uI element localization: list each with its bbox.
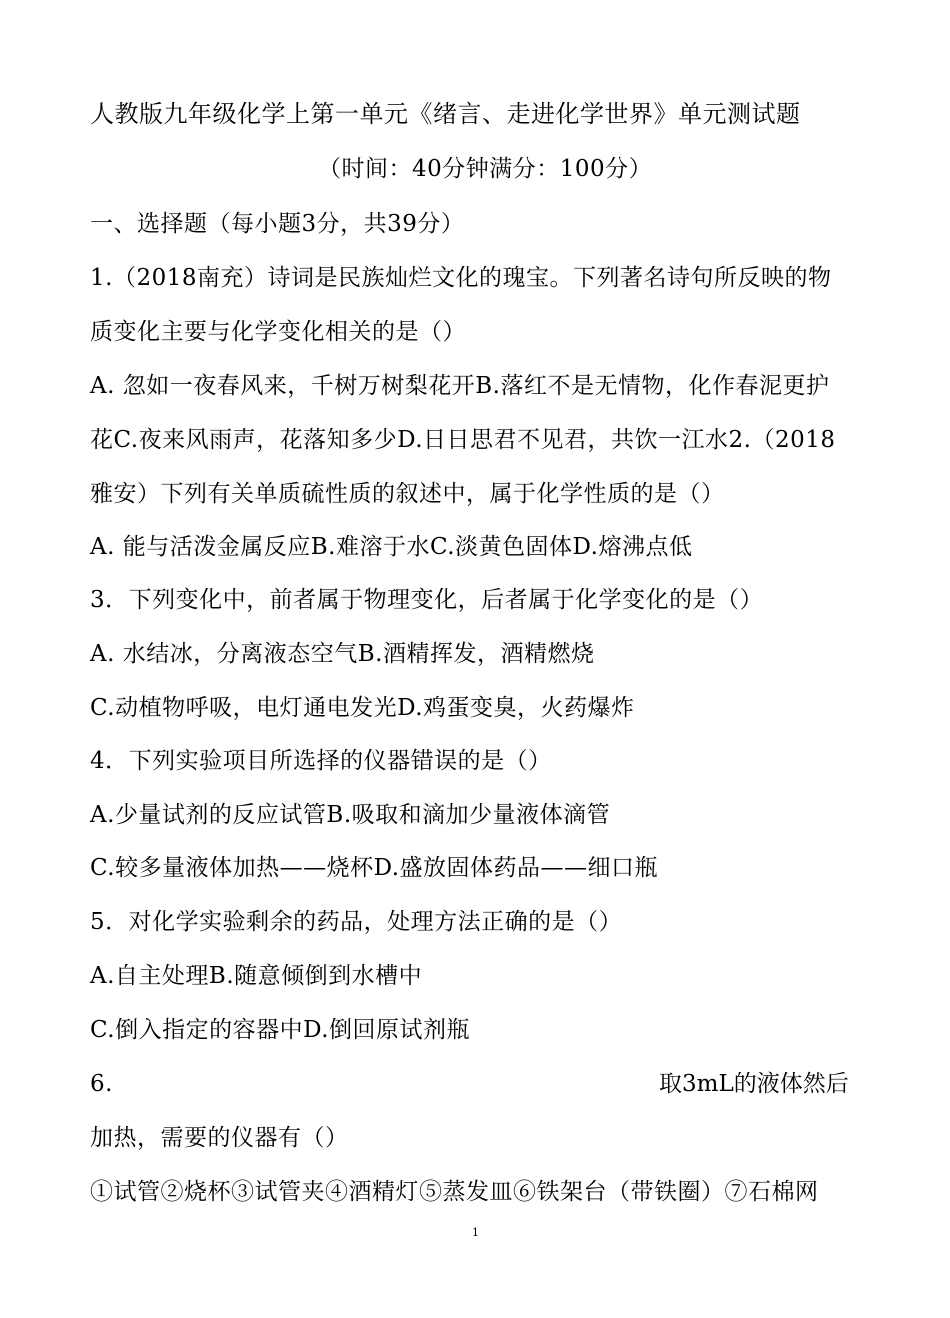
page-number: 1: [472, 1226, 479, 1239]
document-subtitle: （时间：40分钟满分：100分）: [318, 156, 653, 182]
question-6-number: 6.: [90, 1071, 113, 1097]
question-line: C.倒入指定的容器中D.倒回原试剂瓶: [90, 1017, 471, 1043]
question-line: A.自主处理B.随意倾倒到水槽中: [90, 963, 423, 989]
question-6-text: 取3mL的液体然后: [659, 1071, 849, 1097]
question-line: 5．对化学实验剩余的药品，处理方法正确的是（）: [90, 909, 623, 935]
question-line: 3．下列变化中，前者属于物理变化，后者属于化学变化的是（）: [90, 587, 764, 613]
question-line: A. 忽如一夜春风来，千树万树梨花开B.落红不是无情物，化作春泥更护: [90, 373, 830, 399]
question-6-options: ①试管②烧杯③试管夹④酒精灯⑤蒸发皿⑥铁架台（带铁圈）⑦石棉网: [90, 1179, 819, 1205]
question-line: 1.（2018南充）诗词是民族灿烂文化的瑰宝。下列著名诗句所反映的物: [90, 265, 832, 291]
question-line: 质变化主要与化学变化相关的是（）: [90, 319, 466, 345]
question-line: C.动植物呼吸，电灯通电发光D.鸡蛋变臭，火药爆炸: [90, 695, 635, 721]
question-line: A. 能与活泼金属反应B.难溶于水C.淡黄色固体D.熔沸点低: [90, 534, 693, 560]
question-line: 雅安）下列有关单质硫性质的叙述中，属于化学性质的是（）: [90, 481, 725, 507]
question-6-line2: 加热，需要的仪器有（）: [90, 1125, 349, 1151]
question-line: A.少量试剂的反应试管B.吸取和滴加少量液体滴管: [90, 802, 611, 828]
document-title: 人教版九年级化学上第一单元《绪言、走进化学世界》单元测试题: [90, 100, 801, 128]
question-line: C.较多量液体加热——烧杯D.盛放固体药品——细口瓶: [90, 855, 659, 881]
question-line: 4．下列实验项目所选择的仪器错误的是（）: [90, 748, 552, 774]
question-line: 花C.夜来风雨声，花落知多少D.日日思君不见君，共饮一江水2.（2018: [90, 427, 836, 453]
section-heading: 一、选择题（每小题3分，共39分）: [90, 211, 465, 237]
question-line: A. 水结冰，分离液态空气B.酒精挥发，酒精燃烧: [90, 641, 595, 667]
